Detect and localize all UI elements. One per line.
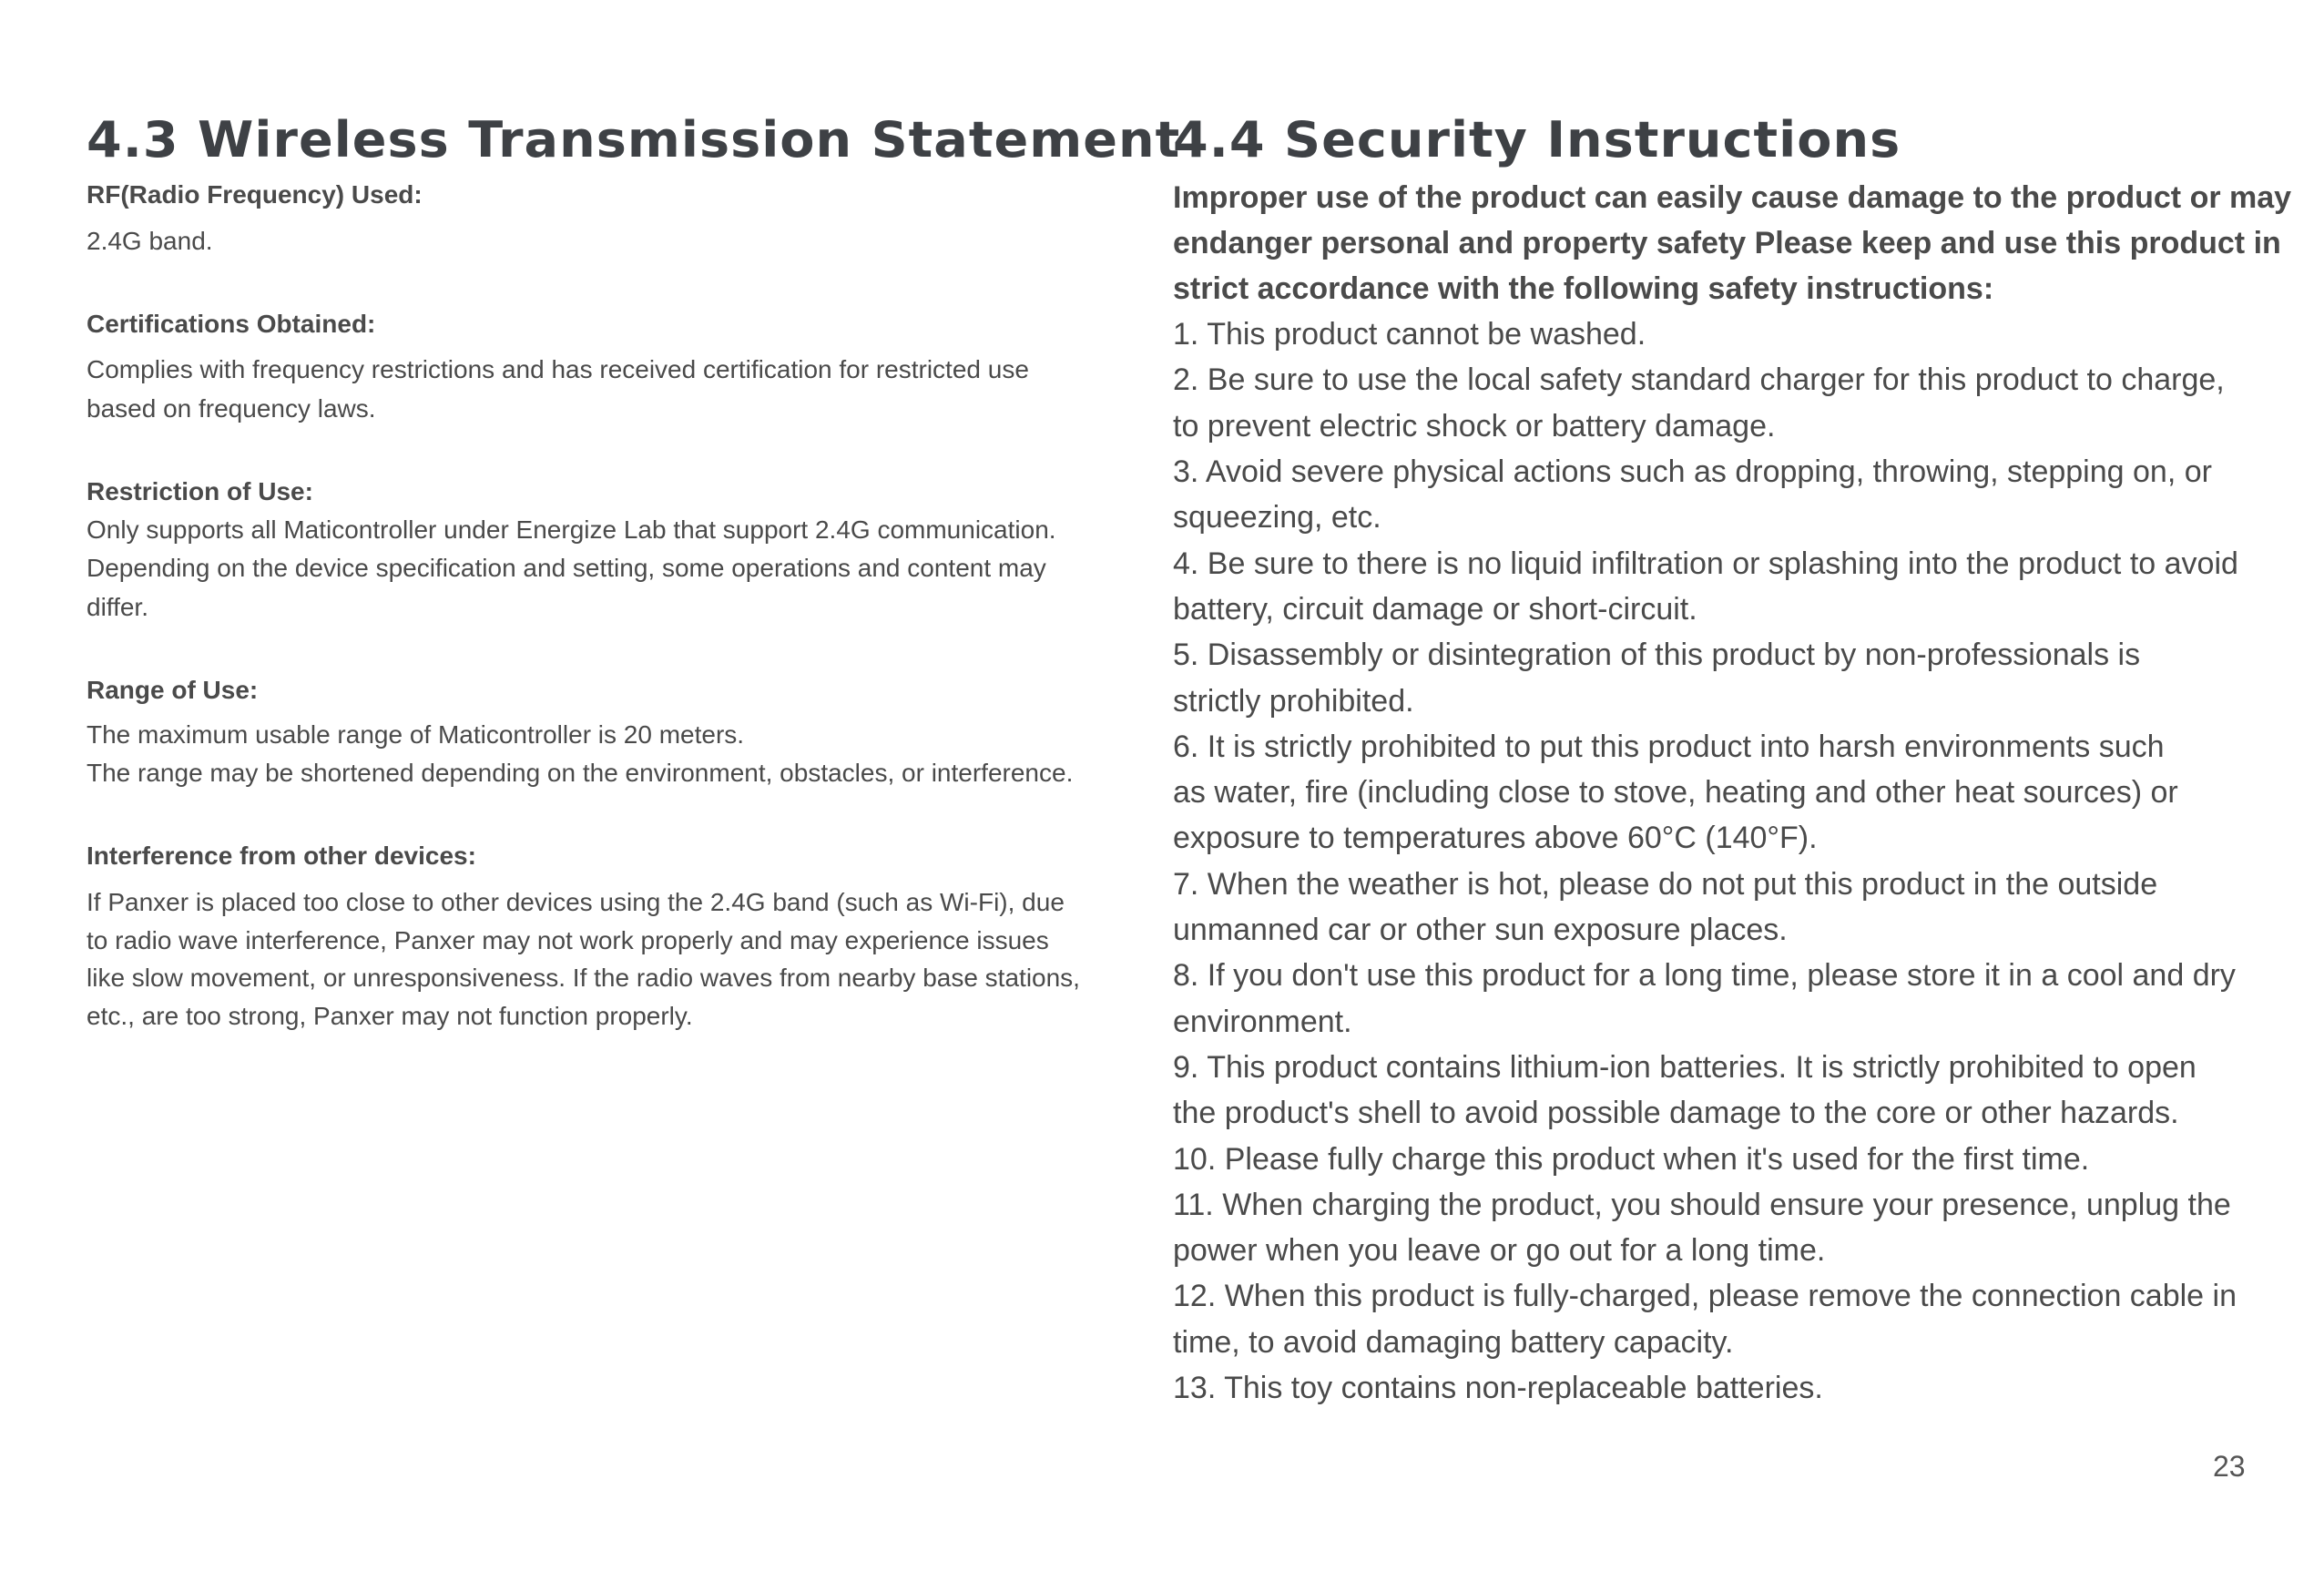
instruction-line: 6. It is strictly prohibited to put this product into harsh environments such	[1173, 729, 2165, 764]
certifications-text: based on frequency laws.	[87, 394, 376, 423]
intro-text: endanger personal and property safety Please keep and use this product in	[1173, 226, 2281, 260]
certifications-text: Complies with frequency restrictions and has received certification for restricted use	[87, 355, 1029, 383]
interference-text: like slow movement, or unresponsiveness. If the radio waves from nearby base stations,	[87, 964, 1080, 992]
range-text: The maximum usable range of Maticontroller is 20 meters.	[87, 720, 745, 749]
instruction-line: 7. When the weather is hot, please do not put this product in the outside	[1173, 867, 2158, 902]
restriction-text: Only supports all Maticontroller under Energize Lab that support 2.4G communication.	[87, 515, 1056, 544]
intro-text: Improper use of the product can easily cause damage to the product or may	[1173, 180, 2292, 215]
interference-text: etc., are too strong, Panxer may not function properly.	[87, 1002, 693, 1030]
instruction-line: 11. When charging the product, you should ensure your presence, unplug the	[1173, 1188, 2231, 1222]
instruction-line: exposure to temperatures above 60°C (140°F).	[1173, 821, 1818, 855]
certifications-label: Certifications Obtained:	[87, 310, 376, 338]
rf-text: 2.4G band.	[87, 227, 213, 255]
instruction-line: as water, fire (including close to stove, heating and other heat sources) or	[1173, 775, 2178, 810]
section-heading-4-3: 4.3 Wireless Transmission Statement	[87, 111, 1181, 168]
instruction-line: time, to avoid damaging battery capacity.	[1173, 1325, 1734, 1360]
instruction-line: 13. This toy contains non-replaceable batteries.	[1173, 1371, 1823, 1405]
page-number: 23	[2213, 1450, 2246, 1483]
instruction-line: to prevent electric shock or battery damage.	[1173, 409, 1776, 444]
instruction-line: the product's shell to avoid possible damage to the core or other hazards.	[1173, 1096, 2179, 1130]
instruction-line: environment.	[1173, 1005, 1352, 1039]
interference-text: If Panxer is placed too close to other devices using the 2.4G band (such as Wi-Fi), due	[87, 888, 1065, 916]
instruction-line: 3. Avoid severe physical actions such as dropping, throwing, stepping on, or	[1173, 454, 2212, 489]
section-heading-4-4: 4.4 Security Instructions	[1173, 111, 1901, 168]
restriction-text: differ.	[87, 593, 148, 621]
instruction-line: 10. Please fully charge this product when it's used for the first time.	[1173, 1142, 2090, 1177]
instruction-line: 1. This product cannot be washed.	[1173, 317, 1646, 352]
instruction-line: squeezing, etc.	[1173, 500, 1381, 535]
restriction-text: Depending on the device specification and setting, some operations and content may	[87, 554, 1046, 582]
restriction-label: Restriction of Use:	[87, 477, 313, 505]
interference-text: to radio wave interference, Panxer may not work properly and may experience issues	[87, 926, 1049, 954]
instruction-line: strictly prohibited.	[1173, 684, 1414, 719]
range-label: Range of Use:	[87, 676, 259, 704]
instruction-line: 8. If you don't use this product for a long time, please store it in a cool and dry	[1173, 958, 2236, 993]
interference-label: Interference from other devices:	[87, 842, 476, 870]
range-text: The range may be shortened depending on the environment, obstacles, or interference.	[87, 759, 1074, 787]
instruction-line: battery, circuit damage or short-circuit.	[1173, 592, 1697, 627]
instruction-line: 2. Be sure to use the local safety standard charger for this product to charge,	[1173, 362, 2225, 397]
instruction-line: unmanned car or other sun exposure places.	[1173, 913, 1788, 947]
rf-label: RF(Radio Frequency) Used:	[87, 180, 423, 209]
instruction-line: 5. Disassembly or disintegration of this product by non-professionals is	[1173, 638, 2141, 672]
intro-text: strict accordance with the following safety instructions:	[1173, 271, 1994, 306]
instruction-line: 9. This product contains lithium-ion batteries. It is strictly prohibited to open	[1173, 1050, 2197, 1085]
instruction-line: 12. When this product is fully-charged, please remove the connection cable in	[1173, 1279, 2237, 1313]
instruction-line: 4. Be sure to there is no liquid infiltration or splashing into the product to avoid	[1173, 546, 2238, 581]
instruction-line: power when you leave or go out for a long time.	[1173, 1233, 1826, 1268]
